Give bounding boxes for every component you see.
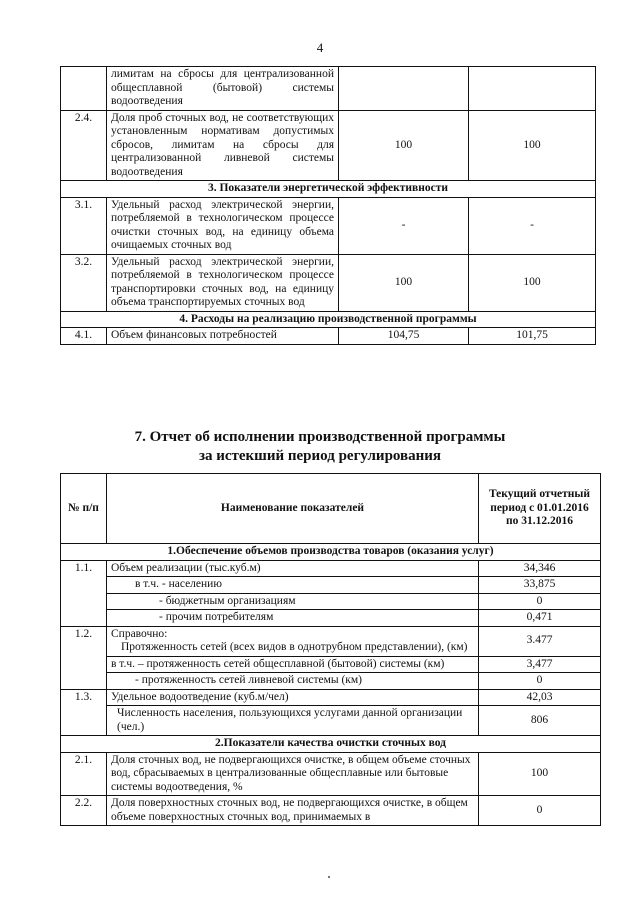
section-row bbox=[61, 181, 596, 198]
row-label: Удельный расход электрической энергии, потребляемой в технологическом процессе транспортировки сточных вод, на единицу объема транспортируемых сточных вод bbox=[107, 254, 339, 311]
header-name: Наименование показателей bbox=[107, 474, 479, 544]
row-value: 100 bbox=[479, 752, 601, 796]
row-value: 0,471 bbox=[479, 610, 601, 627]
row-value-fact bbox=[469, 67, 596, 111]
row-label: - бюджетным организациям bbox=[107, 593, 479, 610]
row-label: - прочим потребителям bbox=[107, 610, 479, 627]
row-number: 3.2. bbox=[61, 254, 107, 311]
section-row bbox=[61, 736, 601, 753]
row-number: 2.4. bbox=[61, 110, 107, 181]
row-label: Доля сточных вод, не подвергающихся очистке, в общем объеме сточных вод, сбрасываемых в централизованные общесплавные или бытовые системы водоотведения, % bbox=[107, 752, 479, 796]
row-label: Объем финансовых потребностей bbox=[107, 328, 339, 345]
table-row bbox=[61, 254, 596, 311]
section-title: 2.Показатели качества очистки сточных вод bbox=[61, 736, 601, 753]
row-value-fact: 100 bbox=[469, 254, 596, 311]
row-value: 3,477 bbox=[479, 656, 601, 673]
indicators-table-continued bbox=[60, 66, 596, 345]
table-row bbox=[61, 796, 601, 826]
row-value: 806 bbox=[479, 706, 601, 736]
table-row bbox=[61, 328, 596, 345]
section-row bbox=[61, 311, 596, 328]
row-value-plan: 100 bbox=[339, 110, 469, 181]
table-row bbox=[61, 577, 601, 594]
row-value-plan: - bbox=[339, 197, 469, 254]
page-number: 4 bbox=[316, 40, 324, 55]
row-number: 4.1. bbox=[61, 328, 107, 345]
row-value-fact: 100 bbox=[469, 110, 596, 181]
row-value-plan: 100 bbox=[339, 254, 469, 311]
row-label: Численность населения, пользующихся услугами данной организации (чел.) bbox=[107, 706, 479, 736]
row-value-plan: 104,75 bbox=[339, 328, 469, 345]
table-row bbox=[61, 67, 596, 111]
row-label: в т.ч. – протяженность сетей общесплавной (бытовой) системы (км) bbox=[107, 656, 479, 673]
section-row bbox=[61, 544, 601, 561]
row-number bbox=[61, 67, 107, 111]
row-number: 1.2. bbox=[61, 626, 107, 689]
row-label: Доля поверхностных сточных вод, не подвергающихся очистке, в общем объеме поверхностных сточных вод, принимаемых в bbox=[107, 796, 479, 826]
row-value-plan bbox=[339, 67, 469, 111]
row-label: Удельное водоотведение (куб.м/чел) bbox=[107, 689, 479, 706]
row-value-fact: 101,75 bbox=[469, 328, 596, 345]
report-table-header bbox=[61, 474, 601, 544]
table-row bbox=[61, 626, 601, 656]
row-label: - протяженность сетей ливневой системы (км) bbox=[107, 673, 479, 690]
section-7-heading bbox=[0, 428, 640, 466]
row-label: в т.ч. - населению bbox=[107, 577, 479, 594]
scan-dot bbox=[328, 876, 330, 878]
header-num: № п/п bbox=[61, 474, 107, 544]
table-row bbox=[61, 560, 601, 577]
table-row bbox=[61, 673, 601, 690]
row-value: 3.477 bbox=[479, 626, 601, 656]
table-row bbox=[61, 706, 601, 736]
table-row bbox=[61, 656, 601, 673]
row-value: 42,03 bbox=[479, 689, 601, 706]
row-label: Удельный расход электрической энергии, потребляемой в технологическом процессе очистки сточных вод, на единицу объема очищаемых сточных вод bbox=[107, 197, 339, 254]
row-number: 3.1. bbox=[61, 197, 107, 254]
table-row bbox=[61, 110, 596, 181]
row-value-fact: - bbox=[469, 197, 596, 254]
row-number: 2.1. bbox=[61, 752, 107, 796]
section-7-title-line1: 7. Отчет об исполнении производственной программы bbox=[134, 429, 506, 445]
table-row bbox=[61, 752, 601, 796]
row-number: 1.3. bbox=[61, 689, 107, 736]
row-label-text: Протяженность сетей (всех видов в однотрубном представлении), (км) bbox=[121, 641, 468, 653]
section-title: 4. Расходы на реализацию производственной программы bbox=[61, 311, 596, 328]
row-label: лимитам на сбросы для централизованной общесплавной (бытовой) системы водоотведения bbox=[107, 67, 339, 111]
row-label-note: Справочно: bbox=[111, 627, 168, 640]
row-value: 0 bbox=[479, 796, 601, 826]
row-value: 33,875 bbox=[479, 577, 601, 594]
row-value: 0 bbox=[479, 673, 601, 690]
table-row bbox=[61, 593, 601, 610]
header-period: Текущий отчетный период с 01.01.2016 по 31.12.2016 bbox=[479, 474, 601, 544]
section-7-title-line2: за истекший период регулирования bbox=[198, 448, 442, 464]
table-row bbox=[61, 689, 601, 706]
row-number: 2.2. bbox=[61, 796, 107, 826]
row-label bbox=[107, 626, 479, 656]
section-title: 3. Показатели энергетической эффективности bbox=[61, 181, 596, 198]
row-value: 34,346 bbox=[479, 560, 601, 577]
row-value: 0 bbox=[479, 593, 601, 610]
report-table bbox=[60, 473, 601, 826]
table-row bbox=[61, 610, 601, 627]
row-label: Объем реализации (тыс.куб.м) bbox=[107, 560, 479, 577]
row-number: 1.1. bbox=[61, 560, 107, 626]
table-row bbox=[61, 197, 596, 254]
row-label: Доля проб сточных вод, не соответствующих установленным нормативам допустимых сбросов, лимитам на сбросы для централизованной ливневой системы водоотведения bbox=[107, 110, 339, 181]
section-title: 1.Обеспечение объемов производства товаров (оказания услуг) bbox=[61, 544, 601, 561]
